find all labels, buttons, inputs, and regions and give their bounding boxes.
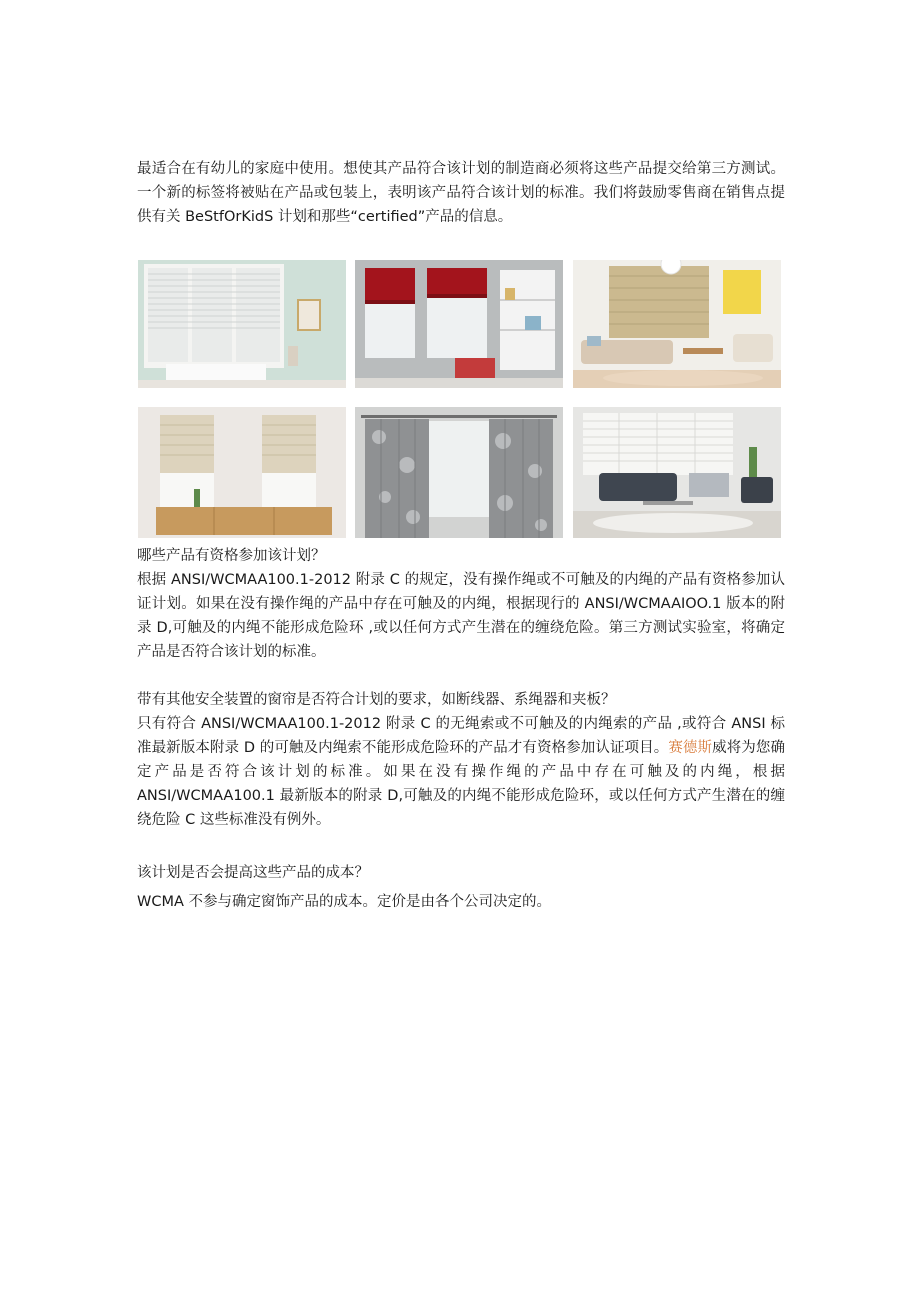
intro-paragraph: 最适合在有幼儿的家庭中使用。想使其产品符合该计划的制造商必须将这些产品提交给第三方测试。一个新的标签将被贴在产品或包装上，表明该产品符合该计划的标准。我们将鼓励零售商在销售点提供有关 BeStfOrKidS 计划和那些“certified”产品的信息。 bbox=[137, 161, 785, 225]
section-question-cost: 该计划是否会提高这些产品的成本？ bbox=[137, 865, 369, 881]
woven-roller-shade-photo bbox=[573, 260, 781, 388]
section-question-safety-devices: 带有其他安全装置的窗帘是否符合计划的要求，如断线器、系绳器和夹板？ bbox=[137, 692, 616, 708]
section-answer-cost: WCMA 不参与确定窗饰产品的成本。定价是由各个公司决定的。 bbox=[137, 894, 551, 910]
highlighted-brand-text: 赛德斯 bbox=[668, 740, 713, 756]
grey-floral-curtains-photo bbox=[355, 407, 563, 538]
section-answer-eligibility: 根据 ANSI/WCMAA100.1-2012 附录 C 的规定，没有操作绳或不可触及的内绳的产品有资格参加认证计划。如果在没有操作绳的产品中存在可触及的内绳，根据现行的 ANSI/WCMAAIOO.1 版本的附录 D,可触及的内绳不能形成危险环 ,或以任何方式产生潜在的缠绕危险。第三方测试实验室，将确定产品是否符合该计划的标准。 bbox=[137, 572, 785, 660]
product-photo-gallery bbox=[138, 260, 783, 538]
white-plantation-shutters-photo bbox=[573, 407, 781, 538]
section-answer-safety-devices bbox=[137, 712, 785, 832]
cream-pleated-shades-photo bbox=[138, 407, 346, 538]
white-faux-wood-blinds-photo bbox=[138, 260, 346, 388]
answer-text-part-1: 只有符合 ANSI/WCMAA100.1-2012 附录 C 的无绳索或不可触及的内绳索的产品 ,或符合 ANSI 标准最新版本附录 D 的可触及内绳索不能形成危险环的产品才有资格参加认证项目。 bbox=[137, 716, 785, 756]
section-question-eligibility: 哪些产品有资格参加该计划？ bbox=[137, 548, 326, 564]
answer-text-part-2: 威将为您确定产品是否符合该计划的标准。如果在没有操作绳的产品中存在可触及的内绳，根据 ANSI/WCMAA100.1 最新版本的附录 D,可触及的内绳不能形成危险环，或以任何方式产生潜在的缠绕危险 C 这些标准没有例外。 bbox=[137, 740, 785, 828]
red-roman-shades-photo bbox=[355, 260, 563, 388]
